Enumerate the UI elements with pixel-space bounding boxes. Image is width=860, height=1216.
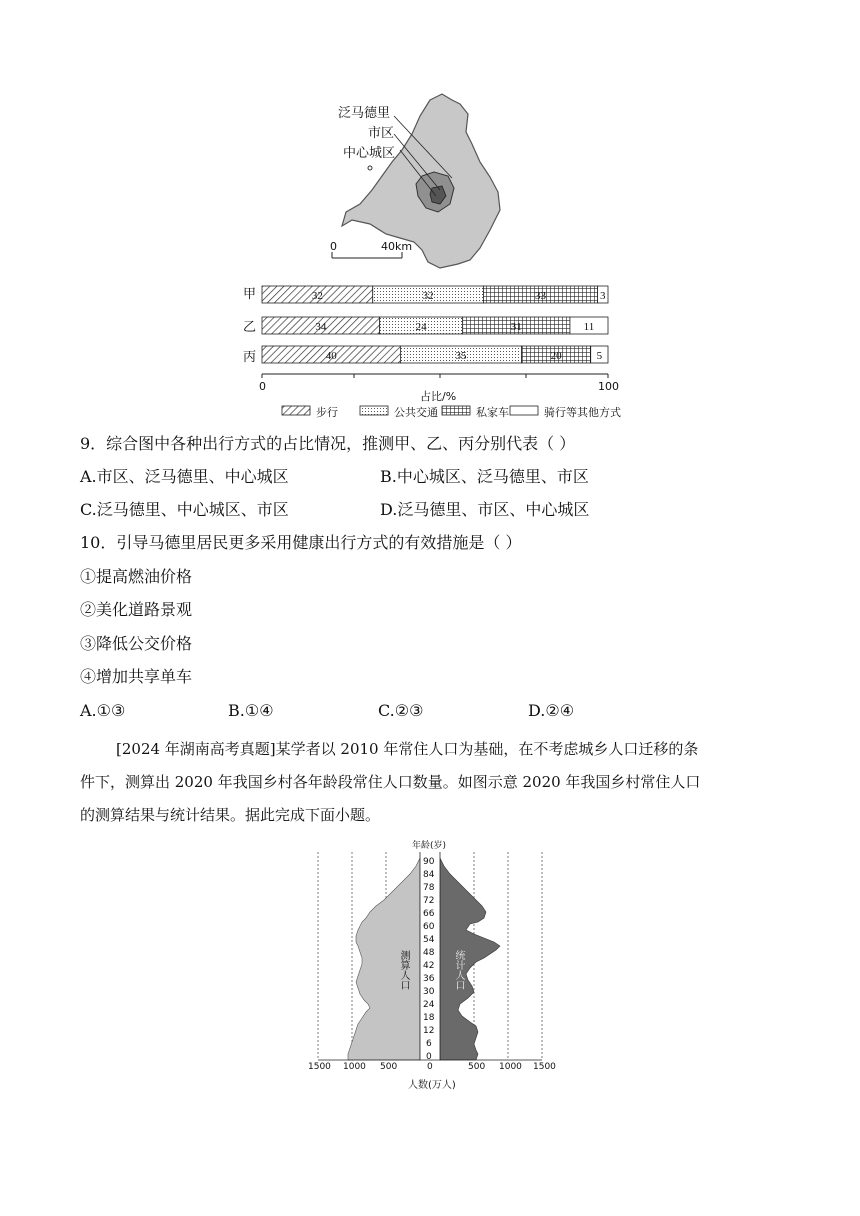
q10-option-a[interactable]: A.①③ [80,701,126,720]
legend-walk: 步行 [316,406,338,419]
age-tick-84: 84 [423,870,435,880]
passage-line-2: 件下，测算出 2020 年我国乡村各年龄段常住人口数量。如图示意 2020 年我国乡村常住人口 [80,773,701,791]
legend-car: 私家车 [476,406,509,419]
q9-option-c[interactable]: C.泛马德里、中心城区、市区 [80,500,289,519]
bar-value-label: 24 [415,321,427,333]
legend-walk-swatch [282,406,310,415]
q9-stem: 9．综合图中各种出行方式的占比情况，推测甲、乙、丙分别代表（ ） [80,434,576,453]
row-label-yi: 乙 [243,320,257,335]
age-tick-72: 72 [423,896,435,906]
q9-option-d[interactable]: D.泛马德里、市区、中心城区 [380,500,590,519]
age-axis-title: 年龄(岁) [412,841,447,851]
age-tick-24: 24 [423,1000,435,1010]
statistical-population-label: 统计人口 [453,950,464,990]
age-tick-42: 42 [423,961,435,971]
legend-bus: 公共交通 [394,406,438,419]
bar-value-label: 20 [550,350,562,362]
bar-value-label: 31 [510,321,522,333]
map-label-center: 中心城区 [343,146,396,161]
x-tick-1500-right: 1500 [533,1062,556,1072]
passage-line-3: 的测算结果与统计结果。据此完成下面小题。 [80,806,381,824]
tick-hundred: 100 [598,380,619,393]
age-tick-0: 0 [426,1052,432,1062]
age-tick-48: 48 [423,948,435,958]
map-label-city: 市区 [368,126,395,141]
bar-value-label: 32 [422,290,434,302]
q10-item-2: ②美化道路景观 [80,600,193,619]
q10-stem: 10．引导马德里居民更多采用健康出行方式的有效措施是（ ） [80,533,522,552]
x-tick-500-left: 500 [380,1062,398,1072]
x-tick-500-right: 500 [468,1062,486,1072]
x-tick-1000-right: 1000 [499,1062,522,1072]
bar-value-label: 35 [455,350,467,362]
age-tick-78: 78 [423,883,435,893]
age-tick-30: 30 [423,987,435,997]
bar-value-label: 3 [600,290,606,302]
bar-value-label: 5 [596,350,603,362]
bar-value-label: 11 [583,321,595,333]
scale-zero: 0 [330,240,337,253]
q10-item-4: ④增加共享单车 [80,667,193,686]
age-tick-66: 66 [423,909,435,919]
bar-value-label: 32 [311,290,323,302]
calculated-population-label: 测算人口 [398,950,409,990]
statistical-population-shape [440,858,500,1060]
age-tick-60: 60 [423,922,435,932]
x-tick-1500-left: 1500 [308,1062,331,1072]
tick-zero: 0 [259,380,266,393]
legend-other-swatch [510,406,538,415]
x-axis-label: 占比/% [420,390,457,403]
q10-option-c[interactable]: C.②③ [378,701,424,720]
pyramid-x-axis-label: 人数(万人) [408,1080,456,1091]
map-label-greater: 泛马德里 [338,106,391,121]
bar-value-label: 33 [535,290,547,302]
scale-distance: 40km [381,240,413,253]
bar-value-label: 34 [315,321,327,333]
q9-option-b[interactable]: B.中心城区、泛马德里、市区 [380,467,589,486]
age-tick-90: 90 [423,857,435,867]
age-tick-18: 18 [423,1013,435,1023]
q10-option-b[interactable]: B.①④ [228,701,274,720]
age-tick-36: 36 [423,974,435,984]
bar-value-label: 40 [325,350,337,362]
age-tick-6: 6 [426,1039,432,1049]
q10-option-d[interactable]: D.②④ [528,701,575,720]
legend-other: 骑行等其他方式 [544,406,621,419]
row-label-bing: 丙 [243,350,257,365]
legend-car-swatch [442,406,470,415]
x-tick-0: 0 [427,1062,433,1072]
q10-item-1: ①提高燃油价格 [80,567,193,586]
q9-option-a[interactable]: A.市区、泛马德里、中心城区 [80,467,289,486]
x-tick-1000-left: 1000 [343,1062,366,1072]
row-label-jia: 甲 [243,287,257,302]
age-tick-12: 12 [423,1026,435,1036]
q10-item-3: ③降低公交价格 [80,634,193,653]
age-tick-54: 54 [423,935,435,945]
passage-line-1: [2024 年湖南高考真题]某学者以 2010 年常住人口为基础，在不考虑城乡人口迁移的条 [116,740,699,758]
legend-bus-swatch [360,406,388,415]
